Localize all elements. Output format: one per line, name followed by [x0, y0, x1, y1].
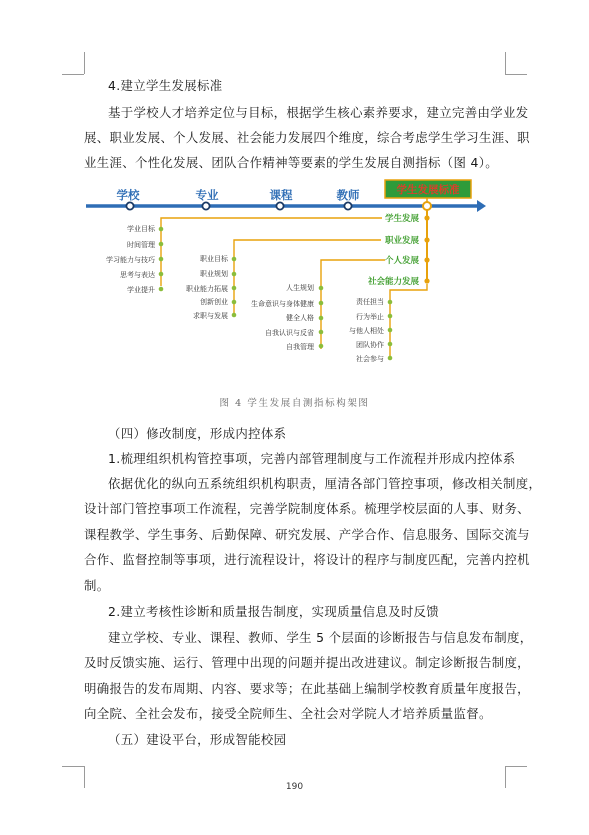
indicator-label: 学业目标: [127, 225, 155, 233]
subsection-heading: 1.梳理组织机构管控事项，完善内部管理制度与工作流程并形成内控体系: [108, 451, 516, 466]
timeline-node: [202, 202, 209, 209]
paragraph-line: 展、职业发展、个人发展、社会能力发展四个维度，综合考虑学生学习生涯、职: [84, 130, 530, 145]
indicator-node: [232, 286, 237, 291]
paragraph-line: 课程教学、学生事务、后勤保障、研究发展、产学合作、信息服务、国际交流与: [84, 527, 530, 542]
dimension-label: 社会能力发展: [367, 277, 419, 287]
indicator-node: [319, 344, 324, 349]
indicator-node: [388, 342, 393, 347]
indicator-node: [232, 300, 237, 305]
dimension-node: [424, 278, 429, 283]
indicator-label: 职业规划: [200, 270, 228, 278]
indicator-label: 生命意识与身体健康: [251, 300, 314, 308]
indicator-label: 学业提升: [127, 286, 155, 294]
end-node: [423, 202, 431, 210]
dimension-label: 职业发展: [384, 236, 419, 246]
indicator-label: 创新创业: [200, 298, 228, 306]
group-connector: [390, 284, 427, 357]
figure-caption: 图 4 学生发展自测指标构架图: [219, 398, 370, 409]
indicator-label: 时间管理: [127, 241, 155, 249]
indicator-group-1: [106, 224, 163, 294]
indicator-group-2: [186, 254, 236, 320]
indicator-node: [159, 242, 164, 247]
dimension-label: 个人发展: [384, 256, 419, 266]
crop-mark-top-right: [505, 74, 527, 75]
paragraph-line: 制。: [84, 578, 110, 593]
crop-mark-top-left: [62, 74, 84, 75]
group-connector: [161, 218, 382, 286]
paragraph-line: 建立学校、专业、课程、教师、学生 5 个层面的诊断报告与信息发布制度，: [108, 630, 533, 645]
timeline-label: 学校: [116, 188, 140, 202]
timeline-node: [344, 202, 351, 209]
crop-mark-top-left: [84, 52, 85, 74]
paragraph-line: 依据优化的纵向五系统组织机构职责，厘清各部门管控事项，修改相关制度，: [108, 476, 542, 491]
crop-mark-top-right: [505, 52, 506, 74]
subsection-heading: 2.建立考核性诊断和质量报告制度，实现质量信息及时反馈: [108, 604, 440, 619]
indicator-label: 求职与发展: [193, 312, 228, 320]
indicator-node: [159, 272, 164, 277]
dimension-label: 学生发展: [384, 214, 419, 224]
paragraph-line: 业生涯、个性化发展、团队合作精神等要素的学生发展自测指标（图 4）。: [84, 155, 499, 170]
indicator-node: [388, 300, 393, 305]
paragraph-line: 设计部门管控事项工作流程，完善学院制度体系。梳理学校层面的人事、财务、: [84, 501, 530, 516]
timeline-label: 课程: [269, 188, 293, 202]
paragraph-line: 及时反馈实施、运行、管理中出现的问题并提出改进建议。制定诊断报告制度，: [84, 655, 530, 670]
indicator-label: 健全人格: [286, 314, 314, 322]
indicator-node: [388, 328, 393, 333]
indicator-label: 人生规划: [286, 284, 314, 292]
indicator-label: 团队协作: [356, 341, 384, 349]
indicator-label: 职业能力拓展: [186, 285, 228, 293]
dimension-node: [424, 237, 429, 242]
indicator-node: [319, 330, 324, 335]
indicator-label: 与他人相处: [349, 327, 384, 335]
paragraph-line: 向全院、全社会发布，接受全院师生、全社会对学院人才培养质量监督。: [84, 706, 492, 721]
indicator-node: [319, 286, 324, 291]
indicator-label: 社会参与: [356, 355, 384, 363]
end-label: 学生发展标准: [396, 184, 460, 196]
timeline-node: [126, 202, 133, 209]
indicator-label: 学习能力与技巧: [106, 256, 155, 264]
indicator-node: [388, 314, 393, 319]
indicator-node: [232, 257, 237, 262]
indicator-node: [388, 356, 393, 361]
indicator-node: [319, 301, 324, 306]
timeline-arrow: [477, 200, 486, 212]
indicator-group-3: [251, 283, 323, 351]
indicator-label: 职业目标: [200, 255, 228, 263]
indicator-node: [232, 272, 237, 277]
paragraph-line: 明确报告的发布周期、内容、要求等；在此基础上编制学校教育质量年度报告，: [84, 681, 530, 696]
student-development-diagram: [84, 178, 494, 368]
section-heading: 4.建立学生发展标准: [108, 78, 223, 93]
dimension-node: [424, 215, 429, 220]
timeline-label: 专业: [195, 188, 219, 202]
indicator-label: 思考与表达: [120, 271, 155, 279]
indicator-label: 责任担当: [356, 298, 384, 306]
indicator-label: 自我管理: [286, 343, 314, 351]
indicator-node: [159, 257, 164, 262]
timeline-label: 教师: [336, 188, 360, 202]
page-number: 190: [285, 782, 304, 792]
crop-mark-bottom-right: [505, 766, 527, 767]
indicator-label: 自我认识与反省: [265, 329, 314, 337]
indicator-node: [232, 313, 237, 318]
crop-mark-bottom-left: [62, 766, 84, 767]
indicator-node: [319, 316, 324, 321]
indicator-node: [159, 287, 164, 292]
timeline-node: [276, 202, 283, 209]
indicator-group-4: [349, 297, 392, 363]
paragraph-line: 基于学校人才培养定位与目标，根据学生核心素养要求，建立完善由学业发: [108, 105, 529, 120]
indicator-node: [159, 227, 164, 232]
indicator-label: 行为举止: [356, 313, 384, 321]
paragraph-line: 合作、监督控制等事项，进行流程设计，将设计的程序与制度匹配，完善内控机: [84, 552, 530, 567]
section-heading: （四）修改制度，形成内控体系: [108, 426, 287, 441]
section-heading: （五）建设平台，形成智能校园: [108, 732, 287, 747]
dimension-node: [424, 257, 429, 262]
